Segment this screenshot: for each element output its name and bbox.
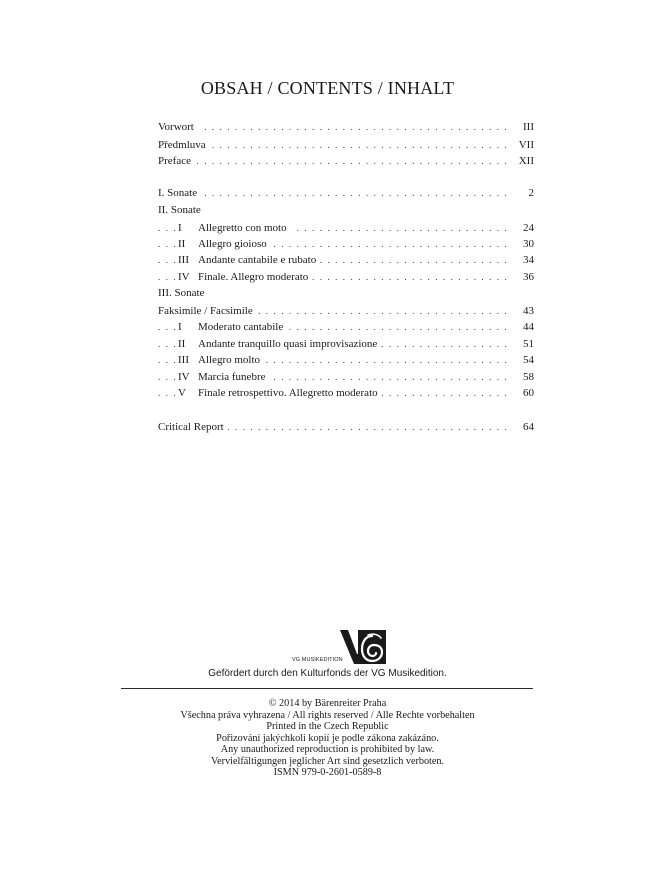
logo-caption: VG MUSIKEDITION xyxy=(292,657,343,663)
toc-label: II. Sonate xyxy=(158,203,205,217)
page-title: OBSAH / CONTENTS / INHALT xyxy=(200,78,455,98)
toc-label: I. Sonate xyxy=(158,186,201,200)
toc-label: Moderato cantabile xyxy=(198,321,284,333)
toc-label: Předmluva xyxy=(158,138,210,152)
toc-page-number: 43 xyxy=(523,305,534,317)
leader-dots xyxy=(158,138,508,152)
movement-number: IV xyxy=(178,371,190,383)
divider-rule xyxy=(121,688,533,689)
leader-dots xyxy=(158,154,508,168)
toc-page-number: 44 xyxy=(523,321,534,333)
toc-entry-sonate-3-mvt-3[interactable] xyxy=(158,353,534,367)
toc-label: Marcia funebre xyxy=(198,371,266,383)
movement-number: I xyxy=(178,222,182,234)
toc-page-number: XII xyxy=(518,155,534,167)
toc-entry-sonate-3-mvt-5[interactable] xyxy=(158,386,534,400)
toc-entry-sonate-2-mvt-4[interactable] xyxy=(158,270,534,284)
imprint-line: © 2014 by Bärenreiter Praha xyxy=(268,698,387,709)
toc-label: Allegro molto xyxy=(198,354,261,366)
toc-page-number: 60 xyxy=(523,387,534,399)
toc-label: Finale. Allegro moderato xyxy=(198,271,309,283)
toc-label: Andante cantabile e rubato xyxy=(198,254,317,266)
toc-page-number: 2 xyxy=(528,187,534,199)
movement-number: IV xyxy=(178,271,190,283)
toc-label: Finale retrospettivo. Allegretto moderato xyxy=(198,387,378,399)
toc-heading-sonate-2 xyxy=(158,203,534,217)
imprint-line: ISMN 979-0-2601-0589-8 xyxy=(273,767,382,778)
toc-page-number: 64 xyxy=(523,421,534,433)
toc-page-number: III xyxy=(523,121,534,133)
imprint-line: Pořizování jakýchkoli kopií je podle zákona zakázáno. xyxy=(216,732,439,744)
toc-label: Faksimile / Facsimile xyxy=(158,304,257,318)
toc-entry-preface[interactable] xyxy=(158,154,534,168)
toc-entry-vorwort[interactable] xyxy=(158,120,534,134)
toc-page-number: 51 xyxy=(523,338,534,350)
toc-entry-sonate-3-mvt-2[interactable] xyxy=(158,337,534,351)
toc-label: Allegro gioioso xyxy=(198,238,267,250)
leader-dots xyxy=(158,120,508,134)
toc-entry-sonate-2-mvt-3[interactable] xyxy=(158,253,534,267)
imprint-line: Printed in the Czech Republic xyxy=(266,721,389,732)
toc-entry-critical-report[interactable] xyxy=(158,420,534,434)
toc-page-number: 58 xyxy=(523,371,534,383)
toc-entry-sonate-1[interactable] xyxy=(158,186,534,200)
imprint-block xyxy=(0,698,655,779)
toc-heading-sonate-3 xyxy=(158,286,534,300)
toc-label: Allegretto con moto xyxy=(198,222,287,234)
movement-number: III xyxy=(178,354,189,366)
toc-page-number: 34 xyxy=(523,254,534,266)
toc-entry-sonate-3-mvt-4[interactable] xyxy=(158,370,534,384)
movement-number: V xyxy=(178,387,186,399)
imprint-line: Všechna práva vyhrazena / All rights reserved / Alle Rechte vorbehalten xyxy=(180,709,475,721)
toc-entry-predmluva[interactable] xyxy=(158,138,534,152)
movement-number: I xyxy=(178,321,182,333)
toc-label: Critical Report xyxy=(158,420,228,434)
toc-page-number: 54 xyxy=(523,354,534,366)
toc-entry-sonate-3-mvt-1[interactable] xyxy=(158,320,534,334)
leader-dots xyxy=(158,186,508,200)
movement-number: II xyxy=(178,338,186,350)
toc-entry-sonate-2-mvt-1[interactable] xyxy=(158,221,534,235)
vg-musikedition-logo-icon xyxy=(338,628,388,666)
toc-page-number: 36 xyxy=(523,271,534,283)
toc-label: III. Sonate xyxy=(158,286,208,300)
imprint-line: Any unauthorized reproduction is prohibited by law. xyxy=(220,744,435,755)
funding-note: Gefördert durch den Kulturfonds der VG Musikedition. xyxy=(208,668,447,679)
imprint-line: Vervielfältigungen jeglicher Art sind gesetzlich verboten. xyxy=(210,755,445,767)
movement-number: II xyxy=(178,238,186,250)
toc-label: Andante tranquillo quasi improvisazione xyxy=(198,338,378,350)
toc-label: Preface xyxy=(158,154,195,168)
toc-entry-facsimile[interactable] xyxy=(158,304,534,318)
toc-page-number: 30 xyxy=(523,238,534,250)
movement-number: III xyxy=(178,254,189,266)
toc-entry-sonate-2-mvt-2[interactable] xyxy=(158,237,534,251)
toc-label: Vorwort xyxy=(158,120,198,134)
toc-page-number: 24 xyxy=(523,222,534,234)
toc-page-number: VII xyxy=(518,139,534,151)
